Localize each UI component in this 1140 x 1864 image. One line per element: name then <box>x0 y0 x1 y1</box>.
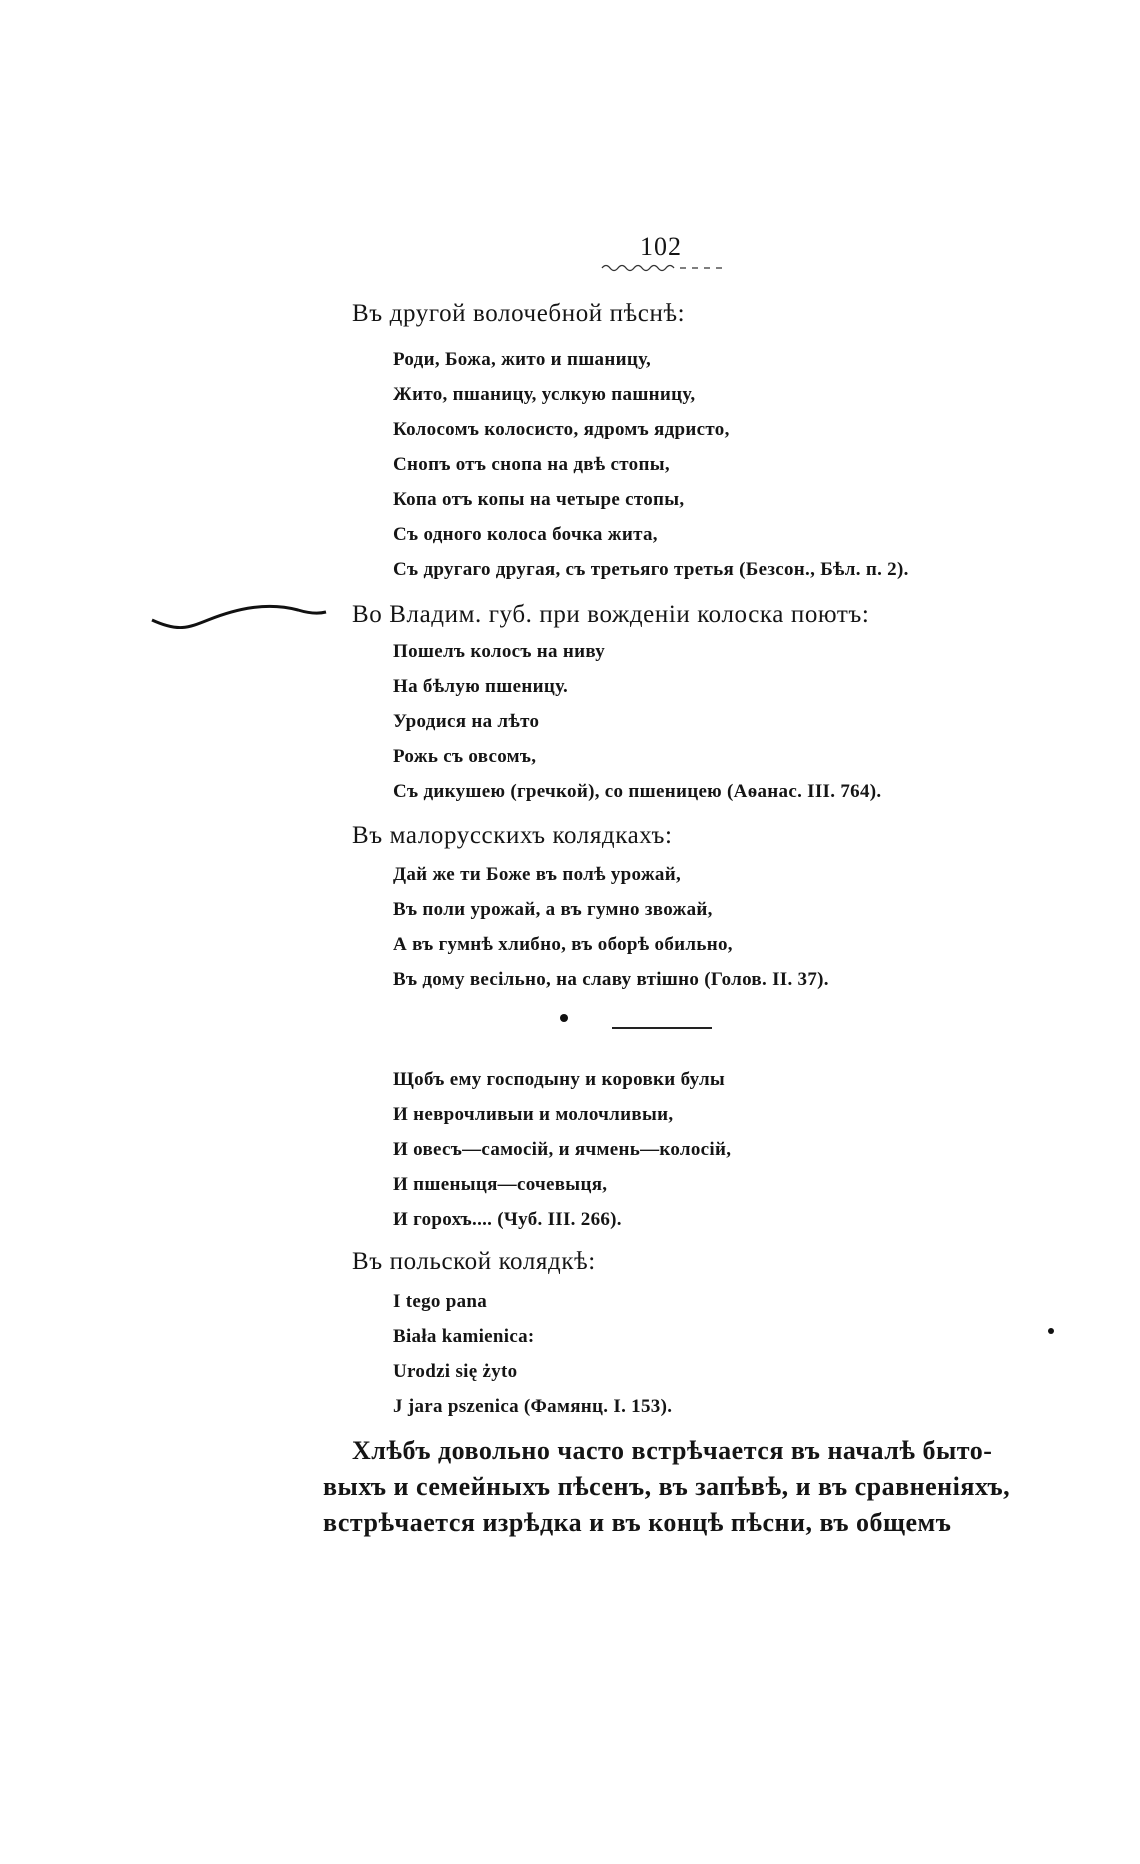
verse-line: Въ поли урожай, а въ гумно звожай, <box>393 899 713 920</box>
verse-line: Рожь съ овсомъ, <box>393 746 537 767</box>
verse-line: На бѣлую пшеницу. <box>393 676 569 697</box>
verse-line: Колосомъ колосисто, ядромъ ядристо, <box>393 419 730 440</box>
verse-line: Biała kamienica: <box>393 1326 535 1347</box>
handwritten-margin-mark <box>148 598 328 638</box>
verse-line: Urodzi się żyto <box>393 1361 518 1382</box>
verse-line: А въ гумнѣ хлибно, въ оборѣ обильно, <box>393 934 733 955</box>
page-number: 102 <box>640 232 682 261</box>
verse-line: Копа отъ копы на четыре стопы, <box>393 489 685 510</box>
verse-line: Пошелъ колосъ на ниву <box>393 641 606 662</box>
paragraph-line: Хлѣбъ довольно часто встрѣчается въ началѣ быто- <box>352 1436 993 1465</box>
ink-dot <box>560 1014 568 1022</box>
verse-line: Съ другаго другая, съ третьяго третья (Безсон., Бѣл. п. 2). <box>393 559 909 580</box>
verse-line: Въ дому весільно, на славу втішно (Голов. II. 37). <box>393 969 829 990</box>
paragraph-line: выхъ и семейныхъ пѣсенъ, въ запѣвѣ, и въ сравненiяхъ, <box>323 1472 1011 1501</box>
verse-line: Роди, Божа, жито и пшаницу, <box>393 349 652 370</box>
verse-line: И неврочливыи и молочливыи, <box>393 1104 674 1125</box>
verse-line: Съ дикушею (гречкой), со пшеницею (Аѳанас. III. 764). <box>393 781 882 802</box>
verse-line: Съ одного колоса бочка жита, <box>393 524 658 545</box>
section-intro: Въ другой волочебной пѣснѣ: <box>352 300 686 327</box>
verse-line: J jara pszenica (Фамянц. I. 153). <box>393 1396 673 1417</box>
section-intro: Во Владим. губ. при вожденiи колоска поютъ: <box>352 601 870 628</box>
verse-line: Дай же ти Боже въ полѣ урожай, <box>393 864 681 885</box>
verse-line: Уродися на лѣто <box>393 711 540 732</box>
section-intro: Въ малорусскихъ колядкахъ: <box>352 822 673 849</box>
verse-line: Снопъ отъ снопа на двѣ стопы, <box>393 454 670 475</box>
verse-line: I tego pana <box>393 1291 488 1312</box>
section-divider <box>612 1027 712 1029</box>
verse-line: Жито, пшаницу, услкую пашницу, <box>393 384 696 405</box>
ornament-squiggle <box>600 262 740 274</box>
verse-line: Щобъ ему господыну и коровки булы <box>393 1069 726 1090</box>
section-intro: Въ польской колядкѣ: <box>352 1248 596 1275</box>
verse-line: И овесъ—самосій, и ячмень—колосій, <box>393 1139 732 1160</box>
paragraph-line: встрѣчается изрѣдка и въ концѣ пѣсни, въ общемъ <box>323 1508 952 1537</box>
verse-line: И пшеныця—сочевыця, <box>393 1174 608 1195</box>
ink-dot <box>1048 1328 1054 1334</box>
verse-line: И горохъ.... (Чуб. III. 266). <box>393 1209 622 1230</box>
